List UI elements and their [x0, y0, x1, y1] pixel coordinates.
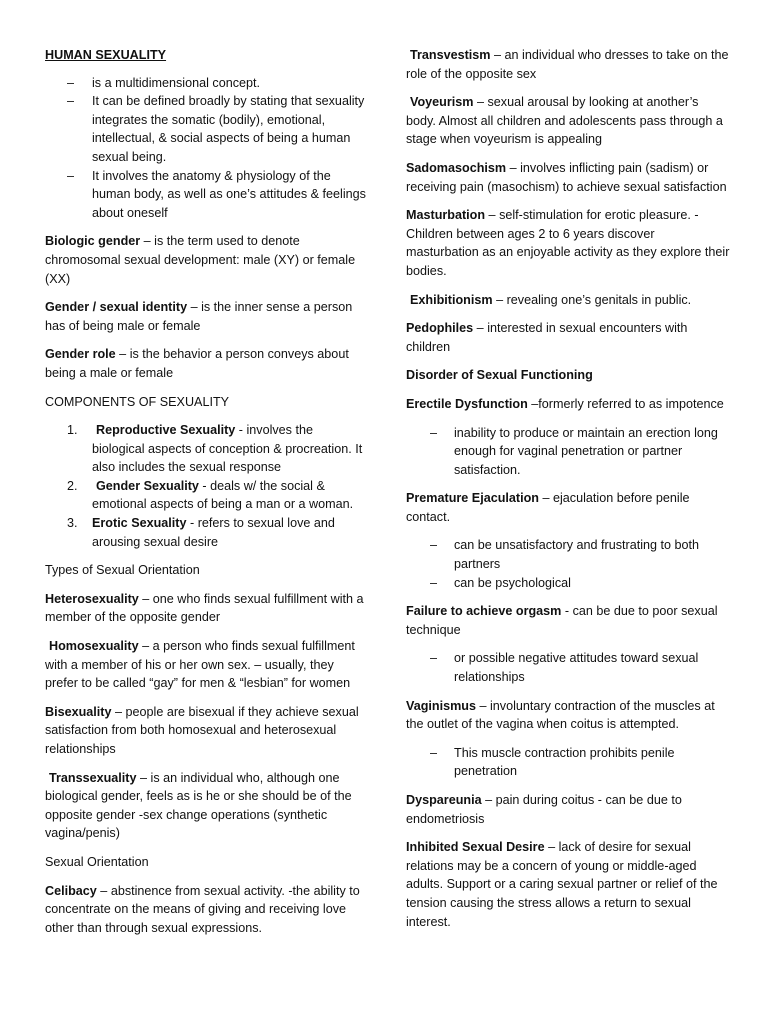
dash-marker: –: [67, 94, 75, 109]
premature-bullet-list: [406, 536, 730, 592]
definition-gender-role: Gender role – is the behavior a person conveys about being a male or female: [45, 347, 349, 380]
dash-marker: –: [67, 168, 75, 183]
definition-premature-ejaculation: Premature Ejaculation – ejaculation before penile contact.: [406, 491, 690, 524]
components-list: [45, 421, 367, 551]
definition-inhibited-desire: Inhibited Sexual Desire – lack of desire for sexual relations may be a concern of young or middle-aged adults. Support or a caring sexual partner or relief of the tension causing the stress allows a return to sexual interest.: [406, 840, 718, 929]
definition-voyeurism: Voyeurism – sexual arousal by looking at another’s body. Almost all children and adolescents pass through a stage when voyeurism is appealing: [406, 95, 723, 147]
definition-transsexuality: Transsexuality – is an individual who, although one biological gender, feels as is he or she should be of the opposite gender -sex change operations (synthetic vagina/penis): [45, 770, 352, 841]
list-number: 3.: [67, 516, 78, 531]
list-item: – inability to produce or maintain an erection long enough for vaginal penetration or partner satisfaction.: [430, 425, 718, 477]
list-item: – is a multidimensional concept.: [45, 74, 367, 93]
disorder-heading: Disorder of Sexual Functioning: [406, 368, 593, 383]
dash-marker: –: [430, 651, 438, 666]
definition-dyspareunia: Dyspareunia – pain during coitus - can be due to endometriosis: [406, 793, 682, 826]
definition-erectile-dysfunction: Erectile Dysfunction –formerly referred to as impotence: [406, 396, 724, 411]
dash-marker: –: [67, 75, 75, 90]
list-item: 1. Reproductive Sexuality - involves the biological aspects of conception & procreation. It also includes the sexual response: [67, 423, 363, 475]
definition-biologic-gender: Biologic gender – is the term used to denote chromosomal sexual development: male (XY) or female (XX): [45, 234, 356, 286]
definition-bisexuality: Bisexuality – people are bisexual if they achieve sexual satisfaction from both homosexual and heterosexual relationships: [45, 704, 359, 756]
sexual-orientation-heading: Sexual Orientation: [45, 854, 149, 869]
dash-marker: –: [430, 425, 438, 440]
left-column: [45, 46, 367, 947]
list-item: – It can be defined broadly by stating that sexuality integrates the somatic (bodily), emotional, intellectual, & social aspects of being a human sexual being.: [67, 94, 365, 164]
dash-marker: –: [430, 745, 438, 760]
definition-pedophiles: Pedophiles – interested in sexual encounters with children: [406, 321, 688, 354]
vaginismus-bullet-list: [406, 744, 730, 781]
definition-vaginismus: Vaginismus – involuntary contraction of the muscles at the outlet of the vagina when coitus is attempted.: [406, 698, 715, 732]
list-number: 1.: [67, 423, 78, 438]
dash-marker: –: [430, 575, 438, 590]
intro-bullet-list: [45, 74, 367, 223]
erectile-bullet-list: [406, 424, 730, 480]
page-title: HUMAN SEXUALITY: [45, 48, 167, 62]
definition-gender-identity: Gender / sexual identity – is the inner sense a person has of being male or female: [45, 300, 353, 333]
orientation-heading: Types of Sexual Orientation: [45, 563, 200, 578]
definition-sadomasochism: Sadomasochism – involves inflicting pain (sadism) or receiving pain (masochism) to achieve sexual satisfaction: [406, 160, 727, 194]
definition-failure-orgasm: Failure to achieve orgasm - can be due to poor sexual technique: [406, 604, 718, 637]
components-heading: COMPONENTS OF SEXUALITY: [45, 394, 230, 409]
failure-bullet-list: [406, 649, 730, 686]
definition-homosexuality: Homosexuality – a person who finds sexual fulfillment with a member of his or her own sex. – usually, they prefer to be called “gay” for men & “lesbian” for women: [45, 639, 355, 691]
definition-exhibitionism: Exhibitionism – revealing one’s genitals in public.: [410, 292, 692, 307]
definition-masturbation: Masturbation – self-stimulation for erotic pleasure. - Children between ages 2 to 6 years discover masturbation as an enjoyable activity as they explore their bodies.: [406, 208, 730, 278]
definition-transvestism: Transvestism – an individual who dresses to take on the role of the opposite sex: [406, 48, 729, 81]
list-item: 2. Gender Sexuality - deals w/ the social & emotional aspects of being a man or a woman.: [67, 478, 354, 512]
list-item: – It involves the anatomy & physiology of the human body, as well as one’s attitudes & feelings about oneself: [67, 168, 366, 220]
list-item: – can be unsatisfactory and frustrating to both partners: [430, 538, 700, 572]
list-item: – This muscle contraction prohibits penile penetration: [430, 745, 675, 779]
list-number: 2.: [67, 478, 78, 493]
list-item: – or possible negative attitudes toward sexual relationships: [430, 651, 699, 685]
list-item: – can be psychological: [406, 574, 730, 593]
dash-marker: –: [430, 538, 438, 553]
definition-heterosexuality: Heterosexuality – one who finds sexual fulfillment with a member of the opposite gender: [45, 591, 364, 625]
list-item: 3. Erotic Sexuality - refers to sexual love and arousing sexual desire: [67, 516, 335, 549]
right-column: [406, 46, 730, 941]
definition-celibacy: Celibacy – abstinence from sexual activity. -the ability to concentrate on the means of giving and receiving love other than through sexual expressions.: [45, 883, 360, 935]
